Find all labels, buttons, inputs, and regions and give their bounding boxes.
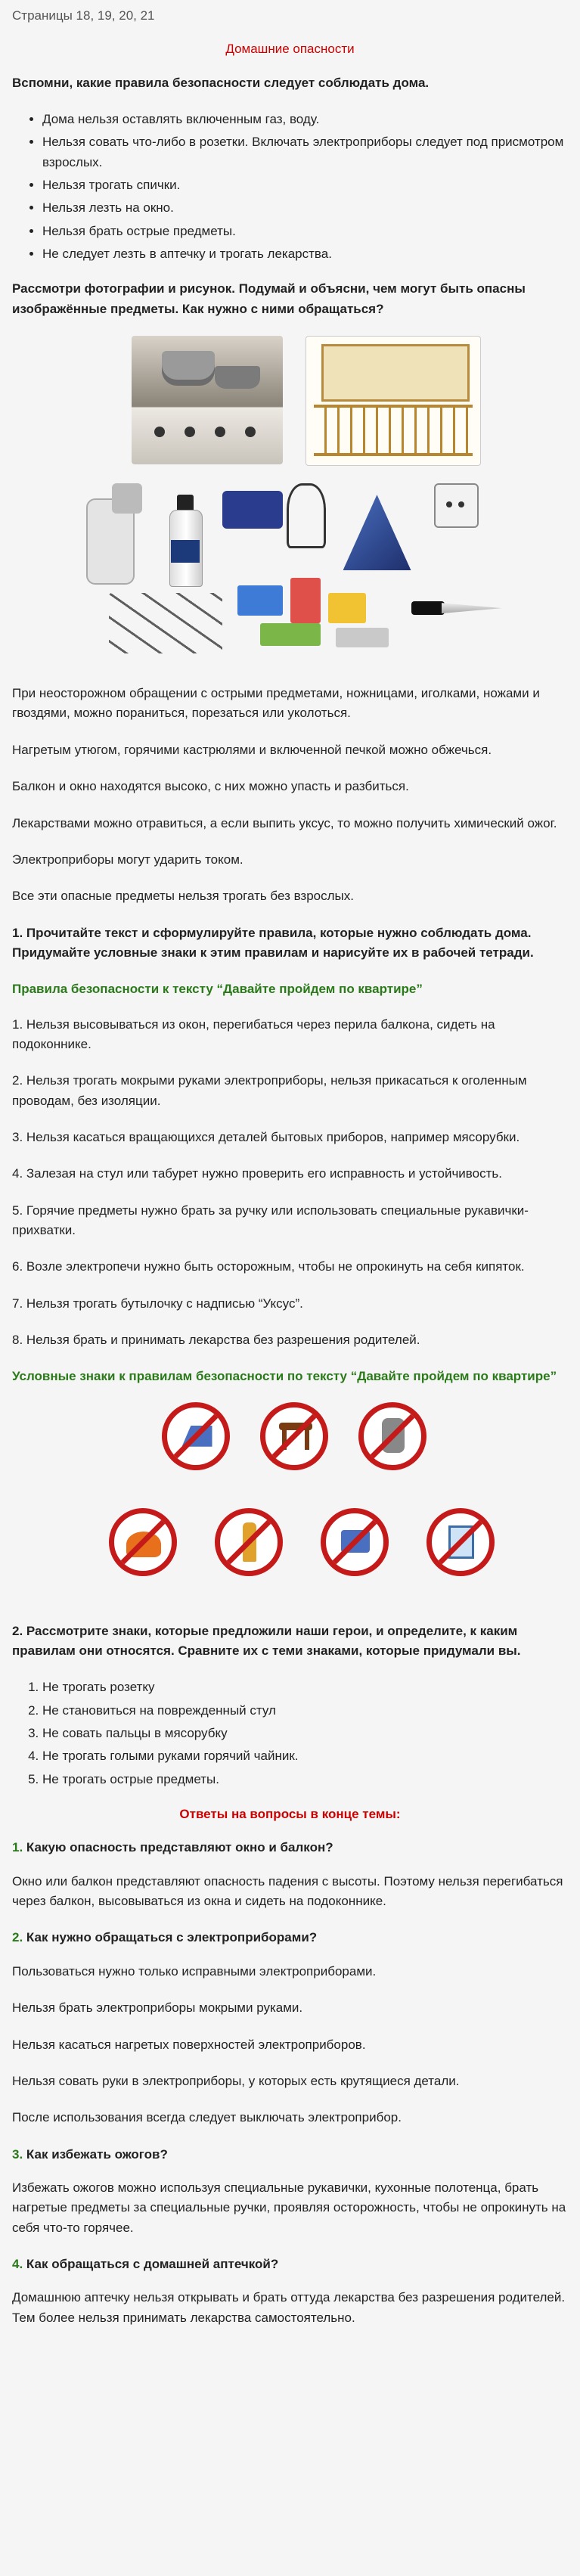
dangerous-objects-collage: [79, 336, 502, 661]
no-vinegar-sign-icon: [215, 1508, 283, 1576]
list-item: • Нельзя совать что-либо в розетки. Включать электроприборы следует под присмотром взрослых.: [42, 132, 568, 172]
iron-photo: [336, 480, 426, 585]
rule-item: 1. Нельзя высовываться из окон, перегибаться через перила балкона, сидеть на подоконнике.: [12, 1016, 495, 1051]
signs-heading: Условные знаки к правилам безопасности по тексту “Давайте пройдем по квартире”: [12, 1369, 557, 1384]
knob-icon: [215, 427, 225, 437]
list-item: 4. Не трогать голыми руками горячий чайник.: [42, 1746, 568, 1766]
task-2: 2. Рассмотрите знаки, которые предложили наши герои, и определите, к каким правилам они относятся. Сравните их с теми знаками, которые придумали вы.: [12, 1623, 521, 1659]
rule-item: 8. Нельзя брать и принимать лекарства без разрешения родителей.: [12, 1333, 420, 1347]
knife-blade: [442, 603, 502, 613]
rule-item: 5. Горячие предметы нужно брать за ручку или использовать специальные рукавички-прихватки.: [12, 1203, 529, 1237]
pill-pack: [290, 578, 321, 623]
railing-icon: [314, 405, 473, 456]
question-text: Как нужно обращаться с электроприборами?: [26, 1930, 318, 1945]
explanation-text: Нагретым утюгом, горячими кастрюлями и включенной печкой можно обжечься.: [12, 742, 492, 757]
nails-photo: [109, 593, 222, 653]
question-number: 1.: [12, 1840, 23, 1855]
list-item: 3. Не совать пальцы в мясорубку: [42, 1724, 568, 1743]
explanation-text: Все эти опасные предметы нельзя трогать без взрослых.: [12, 889, 354, 904]
vinegar-bottle-photo: [162, 487, 207, 593]
explanation-text: Лекарствами можно отравиться, а если выпить уксус, то можно получить химический ожог.: [12, 815, 557, 830]
answer-text: После использования всегда следует выключать электроприбор.: [12, 2110, 402, 2125]
list-item: 5. Не трогать острые предметы.: [42, 1770, 568, 1789]
explanation-text: Электроприборы могут ударить током.: [12, 852, 243, 867]
meat-grinder-photo: [79, 476, 147, 604]
question-2: [12, 1928, 568, 1948]
rule-item: 6. Возле электропечи нужно быть осторожным, чтобы не опрокинуть на себя кипяток.: [12, 1259, 525, 1274]
question-3: [12, 2145, 568, 2165]
answer-text: Нельзя совать руки в электроприборы, у которых есть крутящиеся детали.: [12, 2073, 460, 2088]
question-number: 3.: [12, 2146, 23, 2162]
no-grinder-sign-icon: [358, 1402, 426, 1470]
list-item: • Нельзя трогать спички.: [42, 175, 568, 195]
pot-icon: [162, 351, 215, 386]
stool-leg: [305, 1430, 309, 1450]
no-socket-sign-icon: [321, 1508, 389, 1576]
list-item: • Нельзя брать острые предметы.: [42, 222, 568, 241]
pill-pack: [237, 585, 283, 616]
prohibition-bar: [269, 1412, 318, 1460]
answer-text: Нельзя касаться нагретых поверхностей электроприборов.: [12, 2037, 366, 2052]
rule-item: 4. Залезая на стул или табурет нужно проверить его исправность и устойчивость.: [12, 1166, 502, 1181]
question-text: Как обращаться с домашней аптечкой?: [26, 2256, 279, 2271]
question-text: Какую опасность представляют окно и балкон?: [26, 1840, 333, 1855]
answer-text: Домашнюю аптечку нельзя открывать и брать оттуда лекарства без разрешения родителей. Тем более нельзя принимать лекарства самостоятельно.: [12, 2290, 566, 2325]
socket-hole: [446, 501, 452, 507]
question-text: Как избежать ожогов?: [26, 2146, 168, 2162]
answers-heading: Ответы на вопросы в конце темы:: [179, 1807, 401, 1822]
pill-pack: [260, 623, 321, 646]
bottle-label: [171, 540, 200, 563]
explanation-text: Балкон и окно находятся высоко, с них можно упасть и разбиться.: [12, 779, 409, 794]
task-1: 1. Прочитайте текст и сформулируйте правила, которые нужно соблюдать дома. Придумайте условные знаки к этим правилам и нарисуйте их в рабочей тетради.: [12, 925, 534, 960]
question-4: [12, 2255, 568, 2274]
socket-photo: [434, 483, 479, 528]
iron-icon: [343, 495, 411, 570]
prohibition-bar: [330, 1518, 378, 1566]
knob-icon: [154, 427, 165, 437]
knife-handle: [411, 601, 445, 615]
grinder-tube: [112, 483, 142, 514]
list-item: • Дома нельзя оставлять включенным газ, воду.: [42, 110, 568, 129]
pan-icon: [215, 366, 260, 389]
no-iron-sign-icon: [162, 1402, 230, 1470]
list-item: 2. Не становиться на поврежденный стул: [42, 1701, 568, 1721]
socket-hole: [458, 501, 464, 507]
stove-photo: [132, 336, 283, 464]
safety-signs: [79, 1402, 502, 1591]
explanation-text: При неосторожном обращении с острыми предметами, ножницами, иголками, ножами и гвоздями, можно пораниться, порезаться или уколоться.: [12, 686, 540, 721]
photos-task: Рассмотри фотографии и рисунок. Подумай и объясни, чем могут быть опасны изображённые предметы. Как нужно с ними обращаться?: [12, 281, 526, 316]
knife-photo: [411, 597, 502, 619]
rule-item: 2. Нельзя трогать мокрыми руками электроприборы, нельзя прикасаться к оголенным проводам, без изоляции.: [12, 1073, 527, 1108]
pill-pack: [336, 628, 389, 647]
intro-question: Вспомни, какие правила безопасности следует соблюдать дома.: [12, 75, 430, 90]
question-number: 2.: [12, 1930, 23, 1945]
rule-item: 7. Нельзя трогать бутылочку с надписью “Уксус”.: [12, 1296, 303, 1311]
intro-rules-list: [12, 110, 568, 264]
knob-icon: [185, 427, 195, 437]
medicine-photo: [237, 578, 404, 653]
prohibition-bar: [171, 1412, 219, 1460]
rule-item: 3. Нельзя касаться вращающихся деталей бытовых приборов, например мясорубки.: [12, 1129, 520, 1144]
sewing-case: [222, 491, 283, 529]
answer-text: Окно или балкон представляют опасность падения с высоты. Поэтому нельзя перегибаться через балкон, высовываться из окна и сидеть на подоконнике.: [12, 1873, 563, 1909]
signs-rules-list: [12, 1678, 568, 1789]
sewing-kit-photo: [215, 476, 328, 559]
knob-icon: [245, 427, 256, 437]
no-stool-sign-icon: [260, 1402, 328, 1470]
question-number: 4.: [12, 2256, 23, 2271]
no-hot-kettle-sign-icon: [109, 1508, 177, 1576]
window-icon: [321, 344, 470, 402]
pages-link[interactable]: Страницы 18, 19, 20, 21: [12, 8, 155, 23]
question-1: [12, 1838, 568, 1858]
balcony-drawing: [306, 336, 481, 466]
pill-pack: [328, 593, 366, 623]
page-title: Домашние опасности: [225, 42, 355, 57]
scissors-icon: [287, 483, 326, 548]
list-item: • Нельзя лезть на окно.: [42, 198, 568, 218]
rules-heading: Правила безопасности к тексту “Давайте пройдем по квартире”: [12, 982, 423, 997]
answer-text: Избежать ожогов можно используя специальные рукавички, кухонные полотенца, брать нагретые предметы за специальные ручки, проявляя осторожность, чтобы не опрокинуть на себя что-то горячее.: [12, 2180, 566, 2235]
answer-text: Пользоваться нужно только исправными электроприборами.: [12, 1963, 377, 1979]
list-item: • Не следует лезть в аптечку и трогать лекарства.: [42, 244, 568, 264]
answer-text: Нельзя брать электроприборы мокрыми руками.: [12, 2000, 303, 2016]
list-item: 1. Не трогать розетку: [42, 1678, 568, 1697]
no-window-sign-icon: [426, 1508, 495, 1576]
